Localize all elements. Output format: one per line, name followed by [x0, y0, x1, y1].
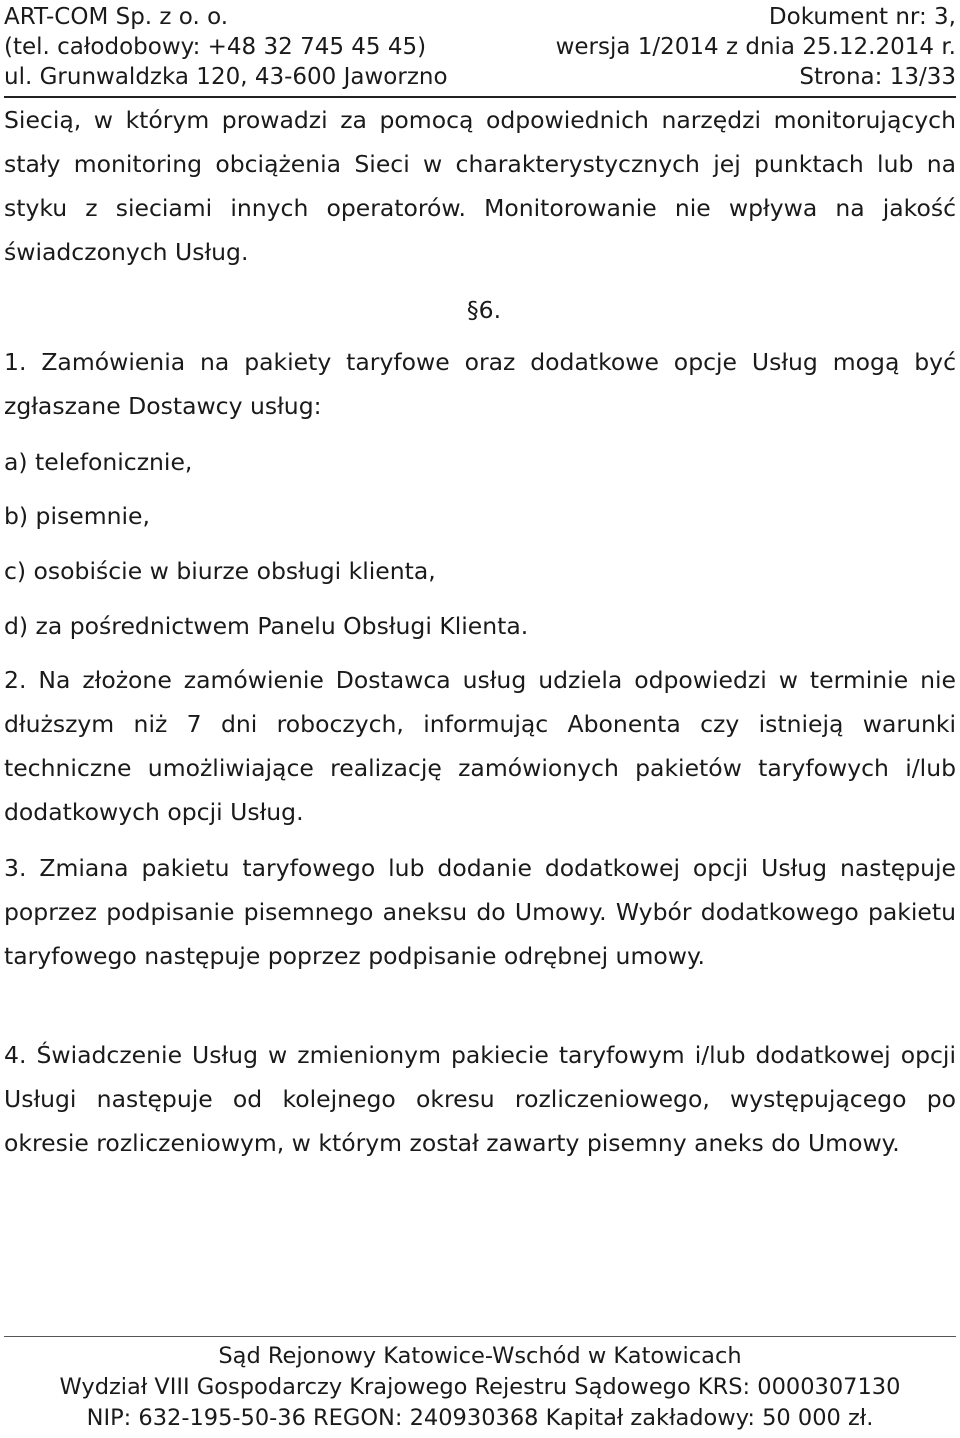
company-name: ART-COM Sp. z o. o.	[4, 4, 229, 30]
header-row-2	[4, 32, 956, 62]
company-phone: (tel. całodobowy: +48 32 745 45 45)	[4, 34, 427, 60]
intro-paragraph: Siecią, w którym prowadzi za pomocą odpowiednich narzędzi monitorujących stały monitoring obciążenia Sieci w charakterystycznych jej punktach lub na styku z sieciami innych operatorów. Monitorowanie nie wpływa na jakość świadczonych Usług.	[4, 106, 956, 266]
document-number: Dokument nr: 3,	[768, 4, 956, 30]
footer-registry: Wydział VIII Gospodarczy Krajowego Rejestru Sądowego KRS: 0000307130	[59, 1374, 901, 1400]
footer-divider	[4, 1336, 956, 1337]
paragraph-2: 2. Na złożone zamówienie Dostawca usług udziela odpowiedzi w terminie nie dłuższym niż 7 dni roboczych, informując Abonenta czy istnieją warunki techniczne umożliwiające realizację zamówionych pakietów taryfowych i/lub dodatkowych opcji Usług.	[4, 666, 956, 826]
page-header	[4, 0, 956, 98]
list-item-d: d) za pośrednictwem Panelu Obsługi Klienta.	[4, 612, 529, 640]
list-item-b: b) pisemnie,	[4, 502, 150, 530]
page-footer	[4, 1341, 956, 1434]
paragraph-4: 4. Świadczenie Usług w zmienionym pakiecie taryfowym i/lub dodatkowej opcji Usługi następuje od kolejnego okresu rozliczeniowego, występującego po okresie rozliczeniowym, w którym został zawarty pisemny aneks do Umowy.	[4, 1041, 956, 1157]
section-heading: §6.	[466, 296, 502, 324]
page-number: Strona: 13/33	[799, 64, 956, 90]
list-item-c: c) osobiście w biurze obsługi klienta,	[4, 557, 436, 585]
document-version: wersja 1/2014 z dnia 25.12.2014 r.	[555, 34, 956, 60]
company-address: ul. Grunwaldzka 120, 43-600 Jaworzno	[4, 64, 448, 90]
footer-tax-ids: NIP: 632-195-50-36 REGON: 240930368 Kapitał zakładowy: 50 000 zł.	[86, 1405, 874, 1431]
paragraph-3: 3. Zmiana pakietu taryfowego lub dodanie dodatkowej opcji Usług następuje poprzez podpisanie pisemnego aneksu do Umowy. Wybór dodatkowego pakietu taryfowego następuje poprzez podpisanie odrębnej umowy.	[4, 854, 956, 970]
paragraph-1: 1. Zamówienia na pakiety taryfowe oraz dodatkowe opcje Usług mogą być zgłaszane Dostawcy usług:	[4, 348, 956, 420]
header-row-1	[4, 2, 956, 32]
header-row-3	[4, 62, 956, 92]
document-page	[4, 0, 956, 1438]
footer-court: Sąd Rejonowy Katowice-Wschód w Katowicach	[218, 1343, 742, 1369]
list-item-a: a) telefonicznie,	[4, 448, 193, 476]
